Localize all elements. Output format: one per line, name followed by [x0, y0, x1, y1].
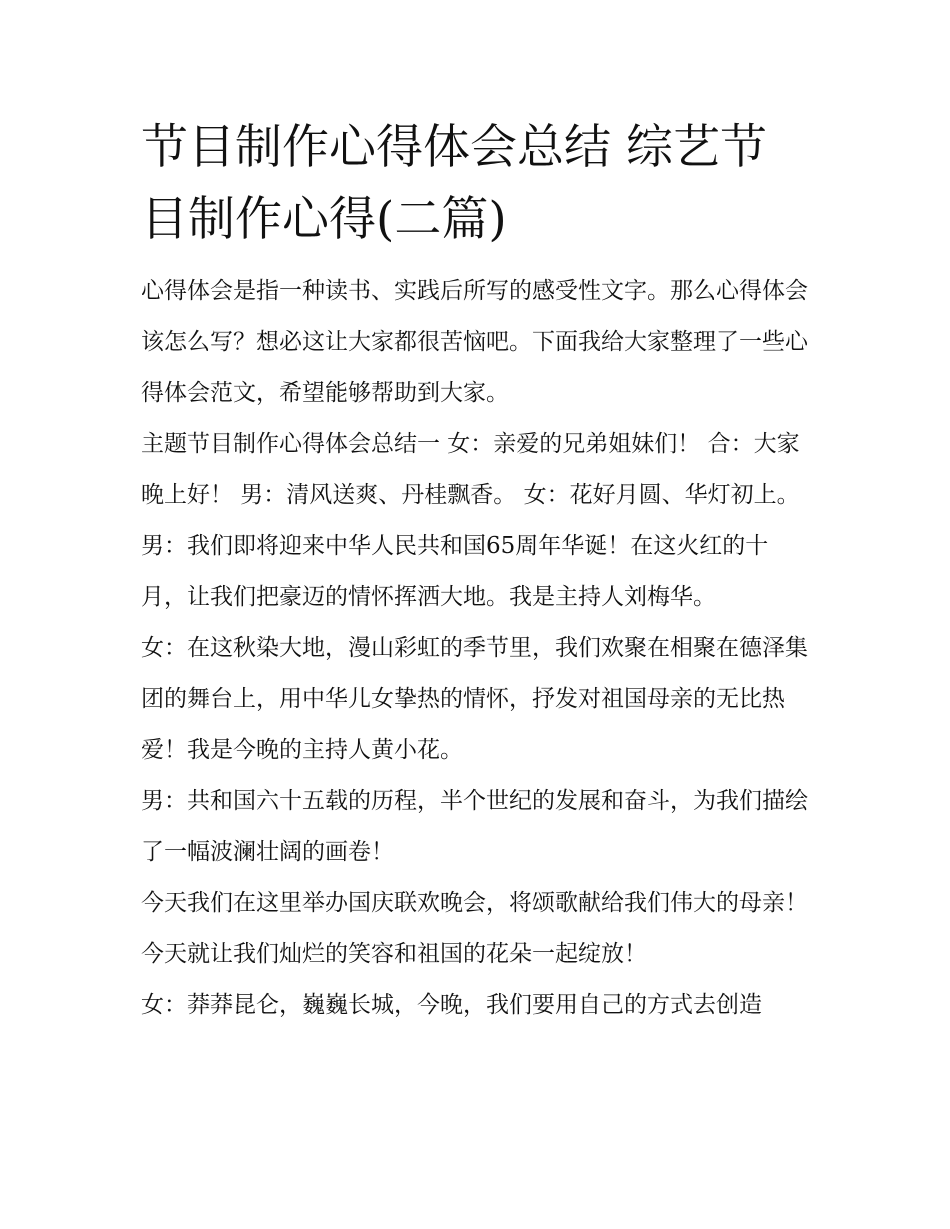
paragraph-male-host-2: 男：共和国六十五载的历程，半个世纪的发展和奋斗，为我们描绘了一幅波澜壮阔的画卷！	[141, 788, 808, 865]
paragraph-intro: 心得体会是指一种读书、实践后所写的感受性文字。那么心得体会该怎么写？想必这让大家都很苦恼吧。下面我给大家整理了一些心得体会范文，希望能够帮助到大家。	[141, 278, 808, 406]
paragraph-male-host-1: 男：我们即将迎来中华人民共和国65周年华诞！在这火红的十月，让我们把豪迈的情怀挥洒大地。我是主持人刘梅华。	[141, 533, 769, 610]
paragraph-opening: 主题节目制作心得体会总结一 女：亲爱的兄弟姐妹们！ 合：大家晚上好！ 男：清风送爽、丹桂飘香。 女：花好月圆、华灯初上。	[141, 431, 800, 508]
document-title: 节目制作心得体会总结 综艺节目制作心得(二篇)	[141, 120, 767, 247]
document-body	[141, 112, 813, 1031]
paragraph-female-host-2: 女：莽莽昆仑，巍巍长城，今晚，我们要用自己的方式去创造	[141, 992, 762, 1018]
paragraph-female-host-1: 女：在这秋染大地，漫山彩虹的季节里，我们欢聚在相聚在德泽集团的舞台上，用中华儿女挚热的情怀，抒发对祖国母亲的无比热爱！我是今晚的主持人黄小花。	[141, 635, 808, 763]
paragraph-celebration: 今天我们在这里举办国庆联欢晚会，将颂歌献给我们伟大的母亲！今天就让我们灿烂的笑容和祖国的花朵一起绽放！	[141, 890, 808, 967]
